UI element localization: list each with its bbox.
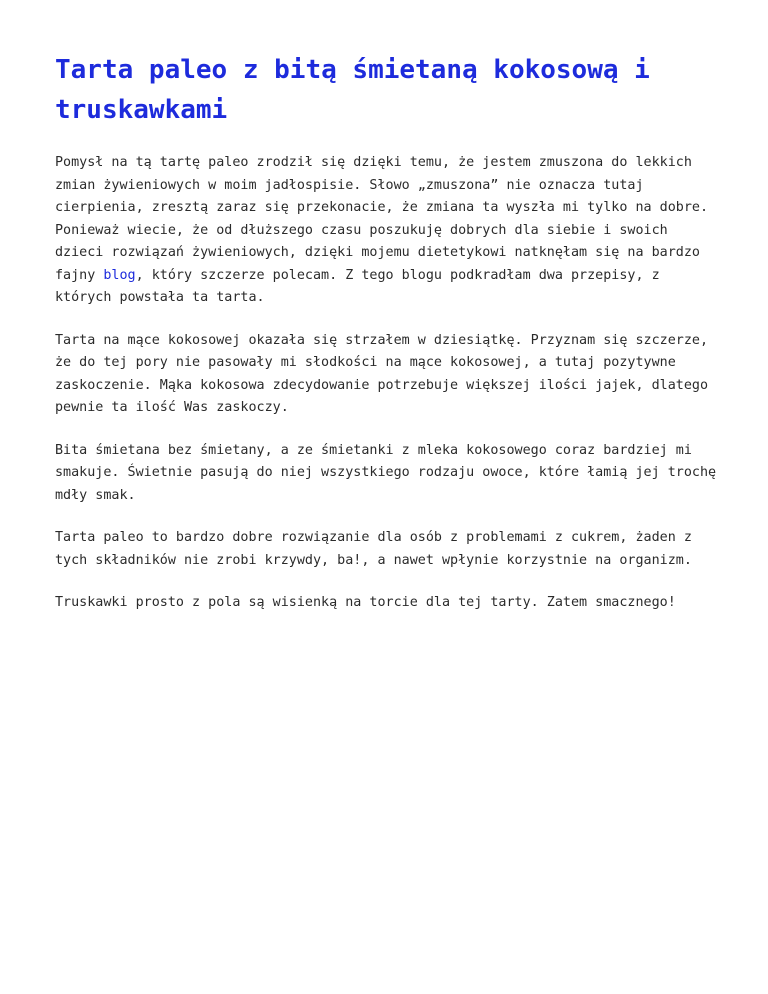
paragraph-intro-text-end: , który szczerze polecam. Z tego blogu podkradłam dwa przepisy, z których powstała ta tarta. xyxy=(55,267,660,305)
blog-link[interactable]: blog xyxy=(103,267,136,283)
paragraph-whipped-cream: Bita śmietana bez śmietany, a ze śmietanki z mleka kokosowego coraz bardziej mi smakuje. Świetnie pasują do niej wszystkiego rodzaju owoce, które łamią jej trochę mdły smak. xyxy=(55,442,717,503)
paragraph-health: Tarta paleo to bardzo dobre rozwiązanie dla osób z problemami z cukrem, żaden z tych składników nie zrobi krzywdy, ba!, a nawet wpłynie korzystnie na organizm. xyxy=(55,530,692,568)
paragraph-coconut-flour: Tarta na mące kokosowej okazała się strzałem w dziesiątkę. Przyznam się szczerze, że do tej pory nie pasowały mi słodkości na mące kokosowej, a tutaj pozytywne zaskoczenie. Mąka kokosowa zdecydowanie potrzebuje większej ilości jajek, dlatego pewnie ta ilość Was zaskoczy. xyxy=(55,332,709,415)
article-title: Tarta paleo z bitą śmietaną kokosową i truskawkami xyxy=(55,55,650,125)
paragraph-intro xyxy=(55,152,717,310)
paragraph-intro-text-start: Pomysł na tą tartę paleo zrodził się dzięki temu, że jestem zmuszona do lekkich zmian żywieniowych w moim jadłospisie. Słowo „zmuszona” nie oznacza tutaj cierpienia, zresztą zaraz się przekonacie, że zmiana ta wyszła mi tylko na dobre. Ponieważ wiecie, że od dłuższego czasu poszukuję dobrych dla siebie i swoich dzieci rozwiązań żywieniowych, dzięki mojemu dietetykowi natknęłam się na bardzo fajny xyxy=(55,155,709,283)
article xyxy=(55,50,717,635)
paragraph-strawberries: Truskawki prosto z pola są wisienką na torcie dla tej tarty. Zatem smacznego! xyxy=(55,595,676,610)
